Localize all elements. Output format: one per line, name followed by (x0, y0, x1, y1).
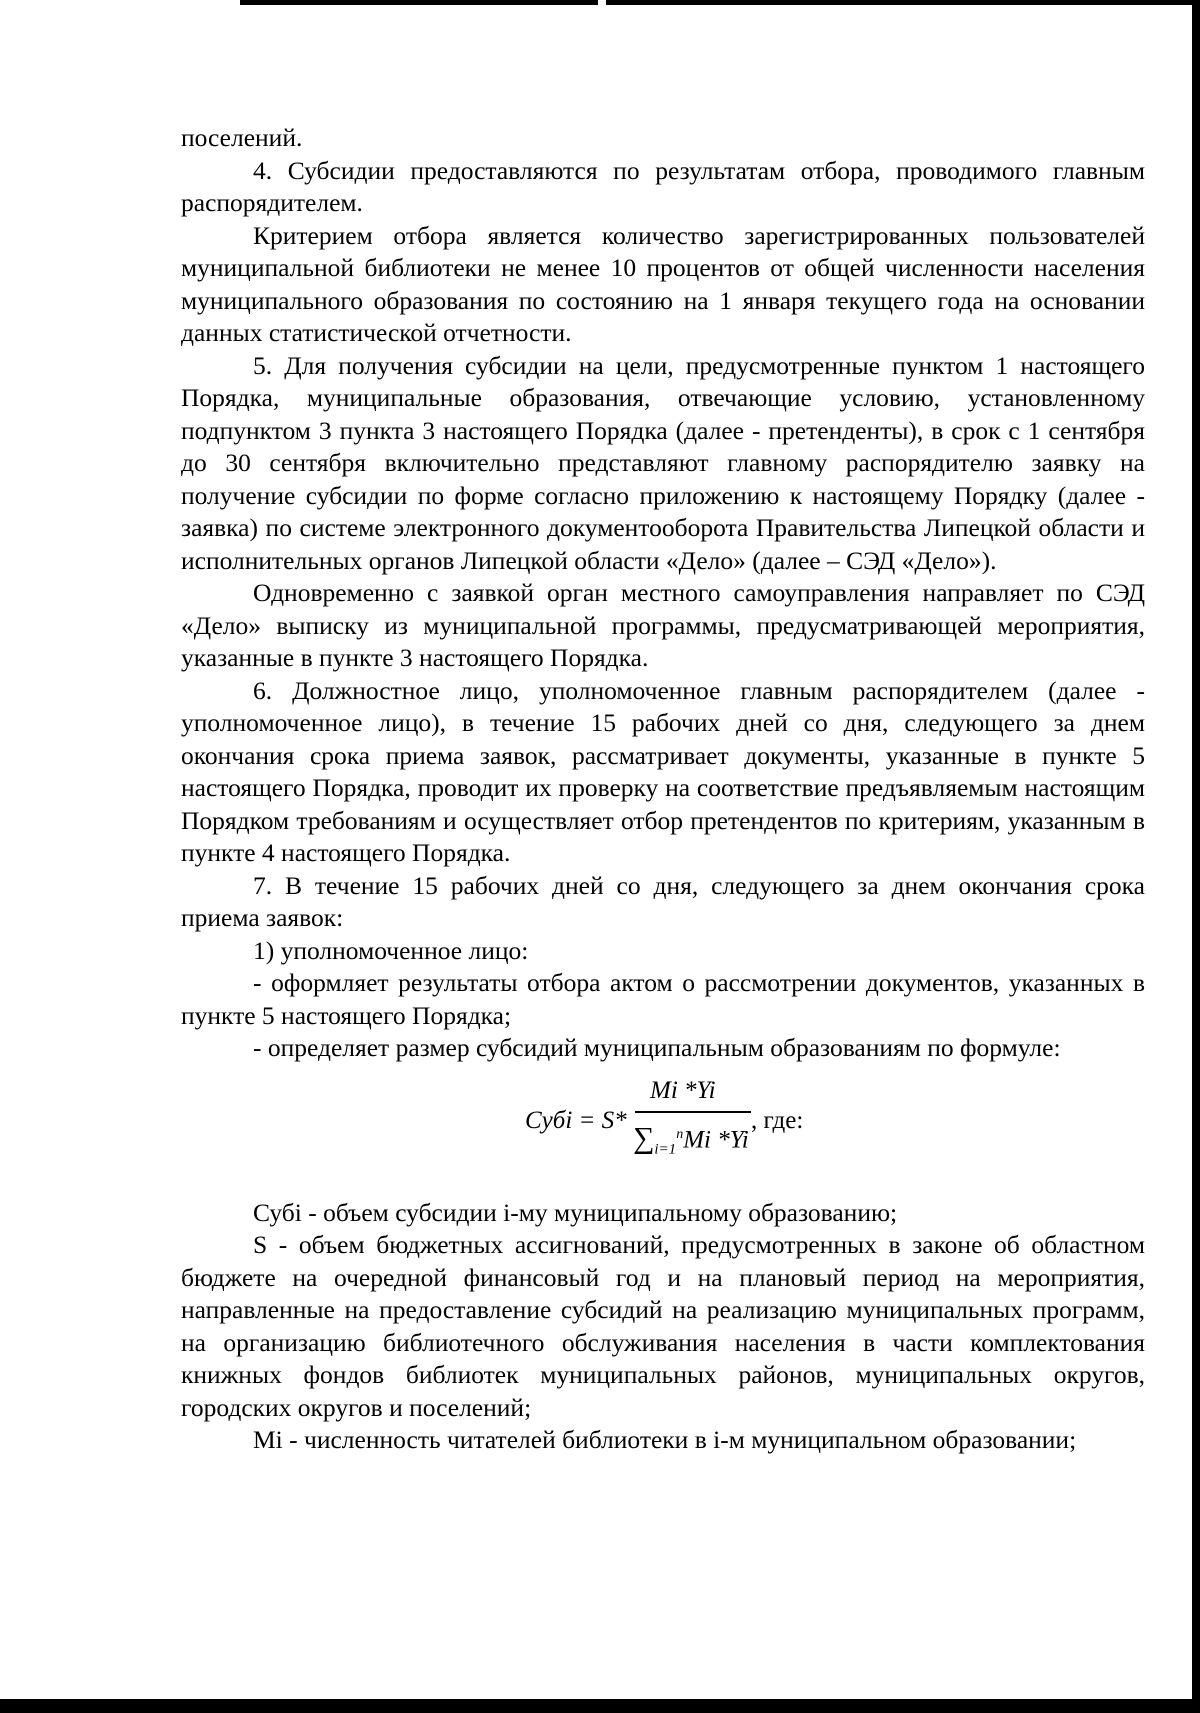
paragraph-dash-formula-intro: - определяет размер субсидий муниципальным образованиям по формуле: (253, 1033, 1061, 1062)
scan-edge-top-left (240, 0, 598, 5)
sum-lower-limit: i=1 (654, 1140, 677, 1157)
sum-symbol: ∑ (633, 1120, 655, 1154)
formula-where: , где: (751, 1106, 804, 1134)
definition-m-i: Mi - численность читателей библиотеки в i-м муниципальном образовании; (253, 1425, 1077, 1454)
subsidy-formula (525, 1075, 825, 1175)
formula-numerator: Mi *Yi (650, 1076, 716, 1104)
paragraph-dash-act: - оформляет результаты отбора актом о рассмотрении документов, указанных в пункте 5 настоящего Порядка; (181, 968, 1145, 1030)
paragraph-continuation: поселений. (181, 123, 303, 152)
scan-edge-right (1192, 0, 1200, 1713)
sum-upper-limit: n (676, 1126, 684, 1142)
denominator-body: Mi *Yi (683, 1125, 749, 1153)
scan-edge-top-right (606, 0, 1200, 5)
paragraph-subitem-1: 1) уполномоченное лицо: (253, 935, 529, 965)
paragraph-simultaneous-submission: Одновременно с заявкой орган местного самоуправления направляет по СЭД «Дело» выписку из муниципальной программы, предусматривающей мероприятия, указанные в пункте 3 настоящего Порядка. (181, 578, 1145, 672)
subsidy-formula-block (181, 1069, 1145, 1187)
paragraph-selection-criterion: Критерием отбора является количество зарегистрированных пользователей муниципальной библиотеки не менее 10 процентов от общей численности населения муниципального образования по состоянию на 1 января текущего года на основании данных статистической отчетности. (181, 220, 1145, 347)
document-page (181, 122, 1145, 1457)
definition-s: S - объем бюджетных ассигнований, предусмотренных в законе об областном бюджете на очередной финансовый год и на плановый период на мероприятия, направленные на предоставление субсидий на реализацию муниципальных программ, на организацию библиотечного обслуживания населения в части комплектования книжных фондов библиотек муниципальных районов, муниципальных округов, городских округов и поселений; (181, 1230, 1145, 1422)
formula-lhs: Субi = S* (525, 1106, 627, 1134)
paragraph-item-4: 4. Субсидии предоставляются по результатам отбора, проводимого главным распорядителем. (181, 155, 1145, 217)
paragraph-item-5: 5. Для получения субсидии на цели, предусмотренные пунктом 1 настоящего Порядка, муниципальные образования, отвечающие условию, установленному подпунктом 3 пункта 3 настоящего Порядка (далее - претенденты), в срок с 1 сентября до 30 сентября включительно представляют главному распорядителю заявку на получение субсидии по форме согласно приложению к настоящему Порядку (далее - заявка) по системе электронного документооборота Правительства Липецкой области и исполнительных органов Липецкой области «Дело» (далее – СЭД «Дело»). (181, 350, 1145, 575)
scan-edge-bottom (0, 1699, 1200, 1713)
formula-fraction-bar (635, 1111, 751, 1113)
paragraph-item-7: 7. В течение 15 рабочих дней со дня, следующего за днем окончания срока приема заявок: (181, 870, 1145, 932)
definition-sub-i: Субi - объем субсидии i-му муниципальному образованию; (253, 1197, 898, 1227)
formula-denominator (633, 1119, 749, 1166)
paragraph-item-6: 6. Должностное лицо, уполномоченное главным распорядителем (далее - уполномоченное лицо), в течение 15 рабочих дней со дня, следующего за днем окончания срока приема заявок, рассматривает документы, указанные в пункте 5 настоящего Порядка, проводит их проверку на соответствие предъявляемым настоящим Порядком требованиям и осуществляет отбор претендентов по критериям, указанным в пункте 4 настоящего Порядка. (181, 675, 1145, 867)
